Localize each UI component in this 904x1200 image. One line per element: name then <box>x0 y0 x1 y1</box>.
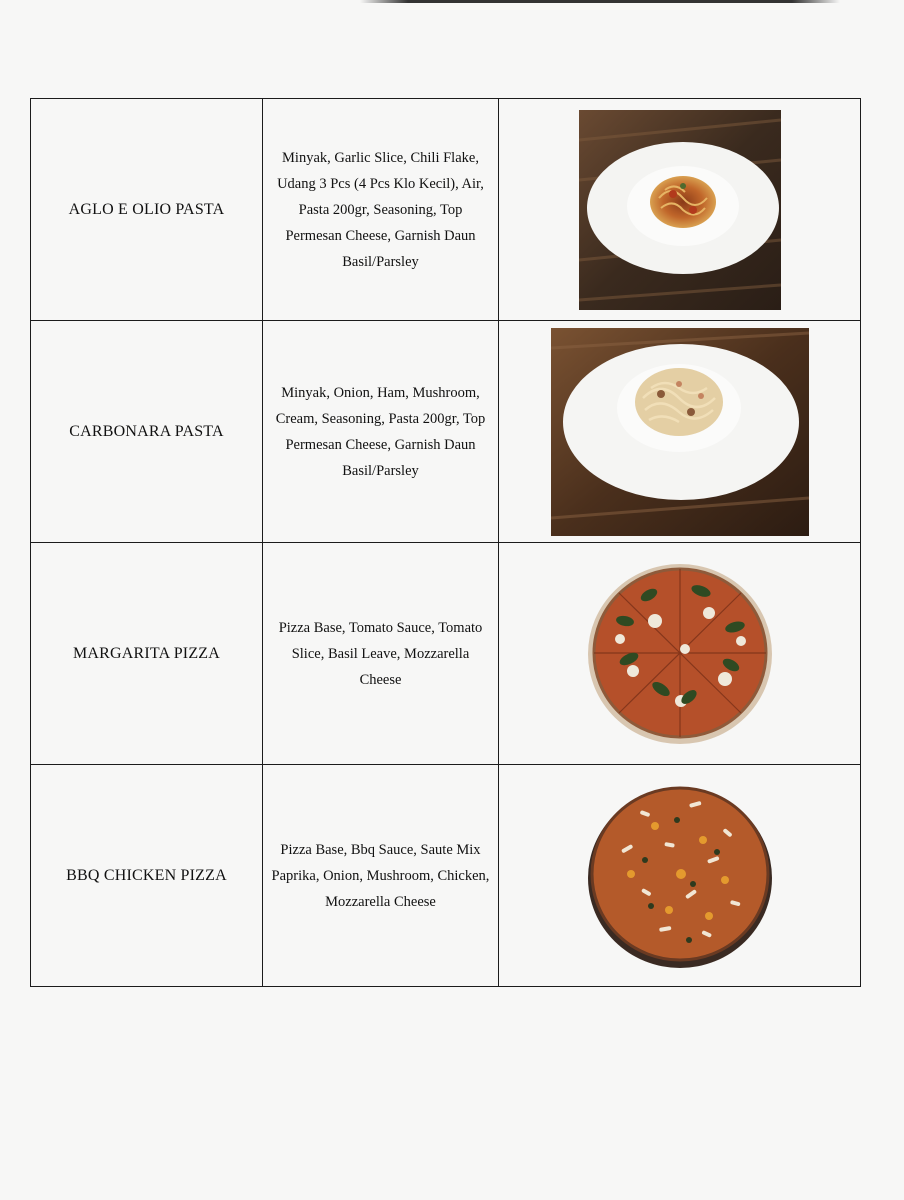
photo-cell <box>499 765 861 987</box>
page-top-edge <box>360 0 840 3</box>
ingredients-cell <box>263 543 499 765</box>
carbonara-pasta-photo <box>551 328 809 536</box>
dish-name: MARGARITA PIZZA <box>72 644 221 662</box>
dish-name-cell <box>31 543 263 765</box>
dish-ingredients: Minyak, Garlic Slice, Chili Flake, Udang 3 Pcs (4 Pcs Klo Kecil), Air, Pasta 200gr, Seasoning, Top Permesan Cheese, Garnish Daun Basil/Parsley <box>277 149 484 270</box>
aglio-olio-pasta-photo <box>579 110 781 310</box>
dish-name: AGLO E OLIO PASTA <box>68 200 225 218</box>
dish-ingredients: Pizza Base, Tomato Sauce, Tomato Slice, Basil Leave, Mozzarella Cheese <box>278 619 483 688</box>
photo-cell <box>499 543 861 765</box>
dish-ingredients: Pizza Base, Bbq Sauce, Saute Mix Paprika, Onion, Mushroom, Chicken, Mozzarella Cheese <box>271 841 490 910</box>
margarita-pizza-photo <box>585 561 775 747</box>
table-row <box>31 99 861 321</box>
dish-ingredients: Minyak, Onion, Ham, Mushroom, Cream, Seasoning, Pasta 200gr, Top Permesan Cheese, Garnish Daun Basil/Parsley <box>275 384 486 479</box>
bbq-chicken-pizza-photo <box>585 780 775 972</box>
table-row <box>31 543 861 765</box>
ingredients-cell <box>263 99 499 321</box>
dish-name-cell <box>31 765 263 987</box>
dish-name-cell <box>31 321 263 543</box>
table-row <box>31 321 861 543</box>
dish-name: BBQ CHICKEN PIZZA <box>66 866 227 884</box>
ingredients-cell <box>263 321 499 543</box>
photo-cell <box>499 99 861 321</box>
dish-name: CARBONARA PASTA <box>69 422 224 440</box>
table-row <box>31 765 861 987</box>
menu-table <box>30 98 861 987</box>
ingredients-cell <box>263 765 499 987</box>
dish-name-cell <box>31 99 263 321</box>
photo-cell <box>499 321 861 543</box>
